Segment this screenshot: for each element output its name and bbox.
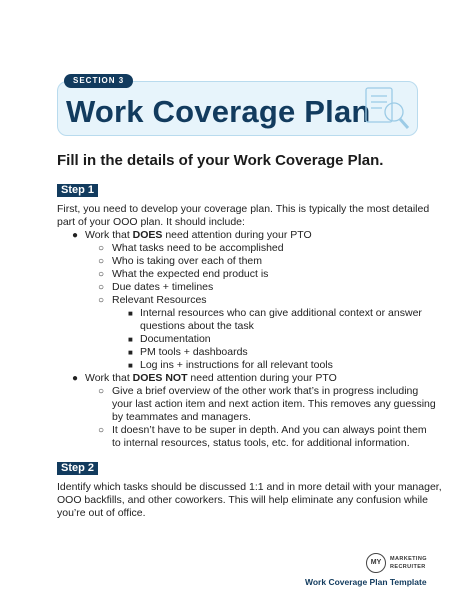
bullet-circle: ○	[98, 256, 105, 267]
step-2-line-1: Identify which tasks should be discussed 1:1 and in more detail with your manager,	[57, 481, 442, 493]
brand-name-line-2: RECRUITER	[390, 564, 426, 570]
list-item: Give a brief overview of the other work that’s in progress including	[112, 385, 419, 397]
list-item: to internal resources, status tools, etc. for additional information.	[112, 437, 410, 449]
list-item: What tasks need to be accomplished	[112, 242, 284, 254]
list-item: It doesn’t have to be super in depth. And you can always point them	[112, 424, 427, 436]
list-item: by teammates and managers.	[112, 411, 251, 423]
step-2-label: Step 2	[57, 462, 98, 475]
bullet-dot: ●	[72, 373, 79, 384]
step-1-intro-line-1: First, you need to develop your coverage plan. This is typically the most detailed	[57, 203, 430, 215]
bullet-circle: ○	[98, 295, 105, 306]
list-item: Internal resources who can give additional context or answer	[140, 307, 422, 319]
page-title: Work Coverage Plan	[66, 94, 371, 129]
brand-logo: MY	[366, 553, 386, 573]
bullet-dot: ●	[72, 230, 79, 241]
bullet-circle: ○	[98, 243, 105, 254]
document-magnifier-icon	[360, 82, 418, 135]
list-item: Due dates + timelines	[112, 281, 214, 293]
bullet-circle: ○	[98, 269, 105, 280]
step-2-line-3: you’re out of office.	[57, 507, 146, 519]
list-item: your last action item and next action item. This removes any guessing	[112, 398, 436, 410]
list-item-does-not: Work that DOES NOT need attention during your PTO	[85, 372, 337, 384]
step-1-intro-line-2: part of your OOO plan. It should include:	[57, 216, 245, 228]
list-item: Log ins + instructions for all relevant tools	[140, 359, 333, 371]
bullet-square: ■	[128, 335, 133, 344]
list-item: PM tools + dashboards	[140, 346, 248, 358]
list-item: What the expected end product is	[112, 268, 269, 280]
bullet-circle: ○	[98, 282, 105, 293]
footer-title: Work Coverage Plan Template	[305, 577, 427, 587]
list-item: Who is taking over each of them	[112, 255, 262, 267]
bullet-circle: ○	[98, 425, 105, 436]
section-label: SECTION 3	[64, 74, 133, 88]
bullet-circle: ○	[98, 386, 105, 397]
bullet-square: ■	[128, 309, 133, 318]
step-2-line-2: OOO backfills, and other coworkers. This will help eliminate any confusion while	[57, 494, 428, 506]
bullet-square: ■	[128, 348, 133, 357]
list-item: questions about the task	[140, 320, 254, 332]
list-item-does: Work that DOES need attention during your PTO	[85, 229, 312, 241]
brand-name-line-1: MARKETING	[390, 556, 427, 562]
step-1-label: Step 1	[57, 184, 98, 197]
bullet-square: ■	[128, 361, 133, 370]
list-item: Documentation	[140, 333, 211, 345]
list-item: Relevant Resources	[112, 294, 207, 306]
instructions-heading: Fill in the details of your Work Coverage Plan.	[57, 152, 384, 169]
